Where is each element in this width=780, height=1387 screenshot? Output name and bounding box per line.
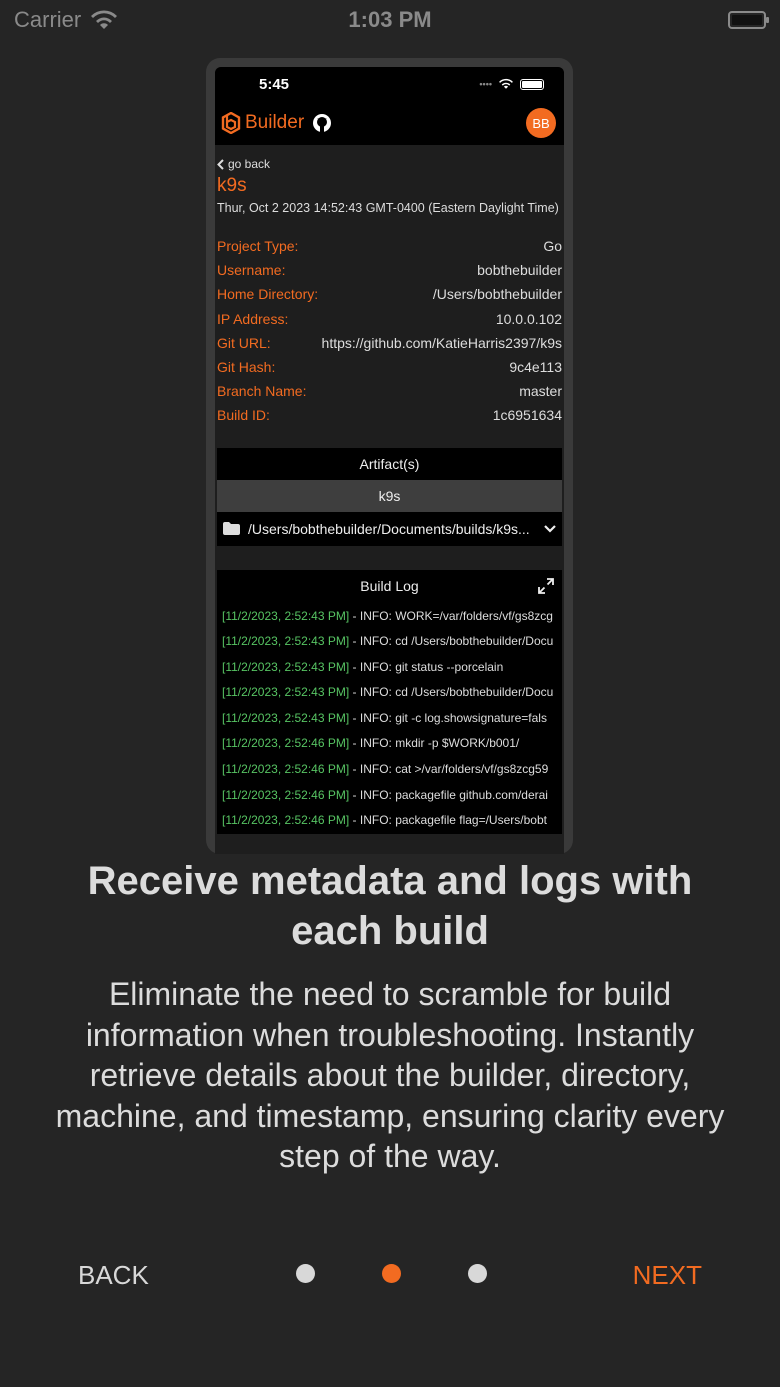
meta-key: Git URL: <box>217 334 271 351</box>
phone-screen <box>215 67 564 854</box>
log-line <box>222 757 562 783</box>
meta-key: Build ID: <box>217 407 270 424</box>
expand-icon[interactable] <box>538 578 554 594</box>
chevron-left-icon <box>217 159 224 170</box>
meta-row <box>217 403 562 427</box>
log-message: - INFO: cd /Users/bobthebuilder/Docu <box>349 634 554 649</box>
folder-icon <box>223 522 240 535</box>
meta-row <box>217 307 562 331</box>
builder-logo-icon <box>221 112 241 134</box>
meta-value: bobthebuilder <box>477 262 562 279</box>
avatar[interactable]: BB <box>526 108 556 138</box>
phone-wifi-icon <box>498 78 514 90</box>
log-message: - INFO: mkdir -p $WORK/b001/ <box>349 736 520 751</box>
onboarding-headline: Receive metadata and logs with each build <box>87 859 693 953</box>
meta-value: 10.0.0.102 <box>495 310 562 327</box>
carrier-label: Carrier <box>14 7 82 32</box>
artifacts-header: Artifact(s) <box>217 448 562 480</box>
next-button[interactable]: NEXT <box>632 1260 702 1290</box>
meta-value: /Users/bobthebuilder <box>432 286 562 303</box>
go-back-link[interactable] <box>217 157 562 171</box>
log-message: - INFO: packagefile flag=/Users/bobt <box>349 813 547 828</box>
log-line <box>222 604 562 630</box>
log-timestamp: [11/2/2023, 2:52:46 PM] <box>222 787 350 802</box>
log-message: - INFO: git -c log.showsignature=fals <box>349 710 547 725</box>
log-message: - INFO: cat >/var/folders/vf/gs8zcg59 <box>349 762 549 777</box>
meta-value: Go <box>543 238 562 255</box>
go-back-label: go back <box>228 157 271 171</box>
artifact-name: k9s <box>217 480 562 512</box>
signal-dots-icon: •••• <box>479 79 492 89</box>
page-indicator <box>296 1264 487 1283</box>
meta-row <box>217 331 562 355</box>
meta-key: Git Hash: <box>217 359 276 376</box>
meta-key: Project Type: <box>217 238 299 255</box>
log-line <box>222 629 562 655</box>
meta-key: IP Address: <box>217 310 289 327</box>
brand-name: Builder <box>245 112 305 133</box>
chevron-down-icon <box>544 525 556 533</box>
log-timestamp: [11/2/2023, 2:52:43 PM] <box>222 634 350 649</box>
meta-row <box>217 282 562 306</box>
log-message: - INFO: cd /Users/bobthebuilder/Docu <box>349 685 554 700</box>
phone-status-bar <box>215 67 564 101</box>
build-log-header <box>217 570 562 602</box>
metadata-list <box>217 234 562 428</box>
app-header <box>215 101 564 145</box>
phone-battery-icon <box>520 79 544 90</box>
project-title: k9s <box>217 175 247 196</box>
log-timestamp: [11/2/2023, 2:52:46 PM] <box>222 762 350 777</box>
meta-row <box>217 234 562 258</box>
log-line <box>222 706 562 732</box>
build-log[interactable] <box>217 602 562 834</box>
log-timestamp: [11/2/2023, 2:52:46 PM] <box>222 736 350 751</box>
meta-row <box>217 258 562 282</box>
github-icon[interactable] <box>312 113 332 133</box>
meta-value: 9c4e113 <box>509 359 562 376</box>
meta-row <box>217 379 562 403</box>
artifact-path: /Users/bobthebuilder/Documents/builds/k9s... <box>248 520 530 537</box>
log-line <box>222 808 562 834</box>
battery-icon <box>728 11 766 29</box>
status-bar <box>0 0 780 40</box>
meta-key: Username: <box>217 262 286 279</box>
meta-value[interactable]: https://github.com/KatieHarris2397/k9s <box>321 334 562 351</box>
log-message: - INFO: WORK=/var/folders/vf/gs8zcg <box>349 608 553 623</box>
phone-clock: 5:45 <box>259 75 290 93</box>
log-timestamp: [11/2/2023, 2:52:43 PM] <box>222 608 350 623</box>
log-timestamp: [11/2/2023, 2:52:43 PM] <box>222 710 350 725</box>
log-timestamp: [11/2/2023, 2:52:43 PM] <box>222 685 350 700</box>
log-line <box>222 783 562 809</box>
back-button[interactable]: BACK <box>78 1260 149 1290</box>
meta-key: Home Directory: <box>217 286 319 303</box>
meta-value: 1c6951634 <box>492 407 562 424</box>
page-dot[interactable] <box>296 1264 315 1283</box>
onboarding-description: Eliminate the need to scramble for build information when troubleshooting. Instantly retrieve details about the builder, directory, machine, and timestamp, ensuring clarity every step of the way. <box>55 976 725 1174</box>
page-dot[interactable] <box>468 1264 487 1283</box>
meta-value: master <box>519 383 562 400</box>
build-detail <box>215 145 564 834</box>
clock: 1:03 PM <box>348 7 432 32</box>
log-message: - INFO: git status --porcelain <box>349 659 504 674</box>
log-timestamp: [11/2/2023, 2:52:43 PM] <box>222 659 350 674</box>
log-line <box>222 731 562 757</box>
build-date: Thur, Oct 2 2023 14:52:43 GMT-0400 (Eastern Daylight Time) <box>217 201 559 215</box>
log-line <box>222 655 562 681</box>
log-timestamp: [11/2/2023, 2:52:46 PM] <box>222 813 350 828</box>
page-dot-active[interactable] <box>382 1264 401 1283</box>
log-line <box>222 680 562 706</box>
artifact-path-dropdown[interactable] <box>217 512 562 546</box>
log-message: - INFO: packagefile github.com/derai <box>349 787 548 802</box>
meta-key: Branch Name: <box>217 383 307 400</box>
build-log-title: Build Log <box>360 577 419 594</box>
phone-mockup <box>206 58 573 854</box>
meta-row <box>217 355 562 379</box>
